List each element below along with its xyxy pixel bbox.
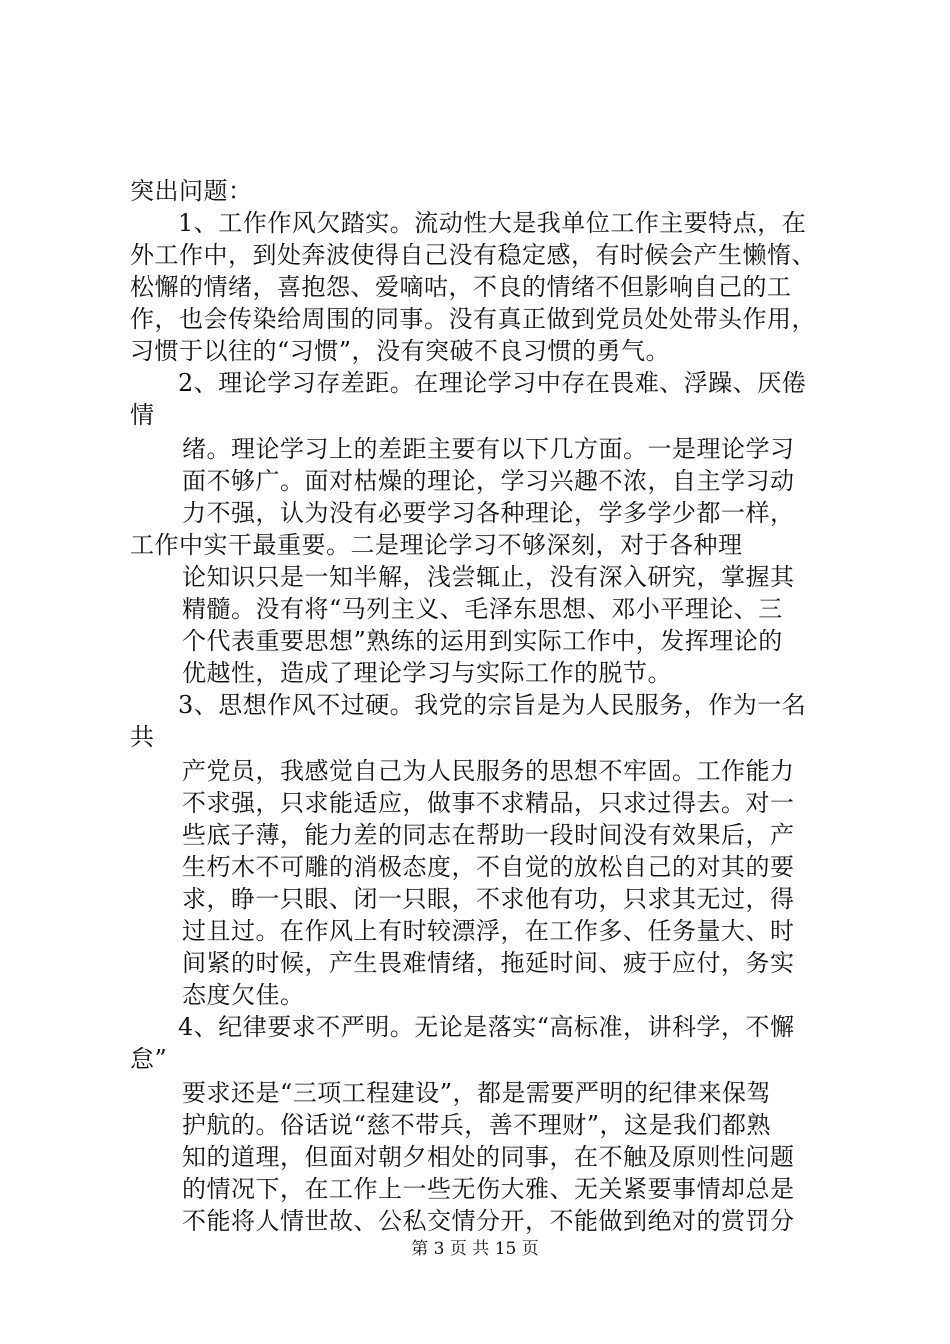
text-line: 怠” <box>130 1045 168 1073</box>
text-line: 习惯于以往的“习惯”，没有突破不良习惯的勇气。 <box>130 337 671 365</box>
text-line: 3、思想作风不过硬。我党的宗旨是为人民服务，作为一名 <box>178 691 807 719</box>
text-line: 过且过。在作风上有时较漂浮，在工作多、任务量大、时 <box>182 917 795 945</box>
text-line: 精髓。没有将“马列主义、毛泽东思想、邓小平理论、三 <box>182 595 783 623</box>
text-line: 1、工作作风欠踏实。流动性大是我单位工作主要特点，在 <box>178 209 807 237</box>
text-line: 态度欠佳。 <box>182 981 305 1009</box>
text-line: 情 <box>130 401 155 429</box>
text-line: 间紧的时候，产生畏难情绪，拖延时间、疲于应付，务实 <box>182 949 795 977</box>
text-line: 2、理论学习存差距。在理论学习中存在畏难、浮躁、厌倦 <box>178 369 807 397</box>
text-line: 绪。理论学习上的差距主要有以下几方面。一是理论学习 <box>182 435 795 463</box>
text-line: 面不够广。面对枯燥的理论，学习兴趣不浓，自主学习动 <box>182 467 795 495</box>
text-line: 松懈的情绪，喜抱怨、爱嘀咕，不良的情绪不但影响自己的工 <box>130 273 792 301</box>
text-line: 工作中实干最重要。二是理论学习不够深刻，对于各种理 <box>130 531 743 559</box>
text-line: 作，也会传染给周围的同事。没有真正做到党员处处带头作用， <box>130 305 816 333</box>
text-line: 护航的。俗话说“慈不带兵，善不理财”，这是我们都熟 <box>182 1111 772 1139</box>
text-line: 力不强，认为没有必要学习各种理论，学多学少都一样， <box>182 499 795 527</box>
page-number-footer: 第 3 页 共 15 页 <box>411 1239 539 1259</box>
section-heading: 突出问题： <box>130 177 253 205</box>
text-line: 论知识只是一知半解，浅尝辄止，没有深入研究，掌握其 <box>182 563 795 591</box>
text-line: 要求还是“三项工程建设”，都是需要严明的纪律来保驾 <box>182 1079 772 1107</box>
text-line: 4、纪律要求不严明。无论是落实“高标准，讲科学，不懈 <box>178 1013 795 1041</box>
text-line: 些底子薄，能力差的同志在帮助一段时间没有效果后，产 <box>182 821 795 849</box>
text-line: 求，睁一只眼、闭一只眼，不求他有功，只求其无过，得 <box>182 885 795 913</box>
text-line: 的情况下，在工作上一些无伤大雅、无关紧要事情却总是 <box>182 1175 795 1203</box>
text-line: 生朽木不可雕的消极态度，不自觉的放松自己的对其的要 <box>182 853 795 881</box>
text-line: 产党员，我感觉自己为人民服务的思想不牢固。工作能力 <box>182 757 795 785</box>
text-line: 个代表重要思想”熟练的运用到实际工作中，发挥理论的 <box>182 627 783 655</box>
text-line: 优越性，造成了理论学习与实际工作的脱节。 <box>182 659 672 687</box>
text-line: 外工作中，到处奔波使得自己没有稳定感，有时候会产生懒惰、 <box>130 241 816 269</box>
text-line: 共 <box>130 723 155 751</box>
text-line: 知的道理，但面对朝夕相处的同事，在不触及原则性问题 <box>182 1143 795 1171</box>
text-line: 不求强，只求能适应，做事不求精品，只求过得去。对一 <box>182 789 795 817</box>
text-line: 不能将人情世故、公私交情分开，不能做到绝对的赏罚分 <box>182 1207 795 1235</box>
